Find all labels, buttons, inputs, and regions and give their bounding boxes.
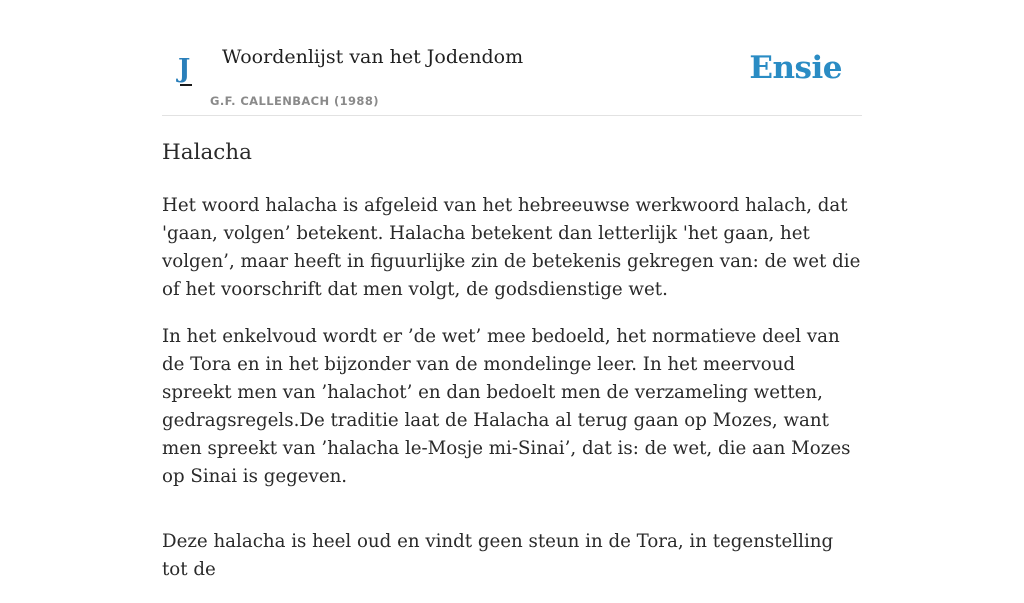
book-author: G.F. CALLENBACH (1988) [210,94,379,108]
entry-paragraph: In het enkelvoud wordt er ’de wet’ mee bedoeld, het normatieve deel van de Tora en in het bijzonder van de mondelinge leer. In het meervoud spreekt men van ’halachot’ en dan bedoelt men de verzameling wetten, gedragsregels.De traditie laat de Halacha al terug gaan op Mozes, want men spreekt van ’halacha le-Mosje mi-Sinai’, dat is: de wet, die aan Mozes op Sinai is gegeven. [162,326,851,487]
book-letter: J [178,54,191,84]
ensie-logo-link[interactable]: Ensie [749,50,842,86]
entry-paragraph: Het woord halacha is afgeleid van het hebreeuwse werkwoord halach, dat 'gaan, volgen’ betekent. Halacha betekent dan letterlijk 'het gaan, het volgen’, maar heeft in figuurlijke zin de betekenis gekregen van: de wet die of het voorschrift dat men volgt, de godsdienstige wet. [162,195,861,300]
book-title[interactable]: Woordenlijst van het Jodendom [222,46,524,68]
book-header [162,36,862,116]
entry-title: Halacha [162,140,252,165]
entry-paragraph: Deze halacha is heel oud en vindt geen steun in de Tora, in tegenstelling tot de [162,531,834,580]
entry-body [162,192,862,603]
book-letter-underline [180,84,192,86]
book-cover-icon[interactable] [178,54,192,84]
